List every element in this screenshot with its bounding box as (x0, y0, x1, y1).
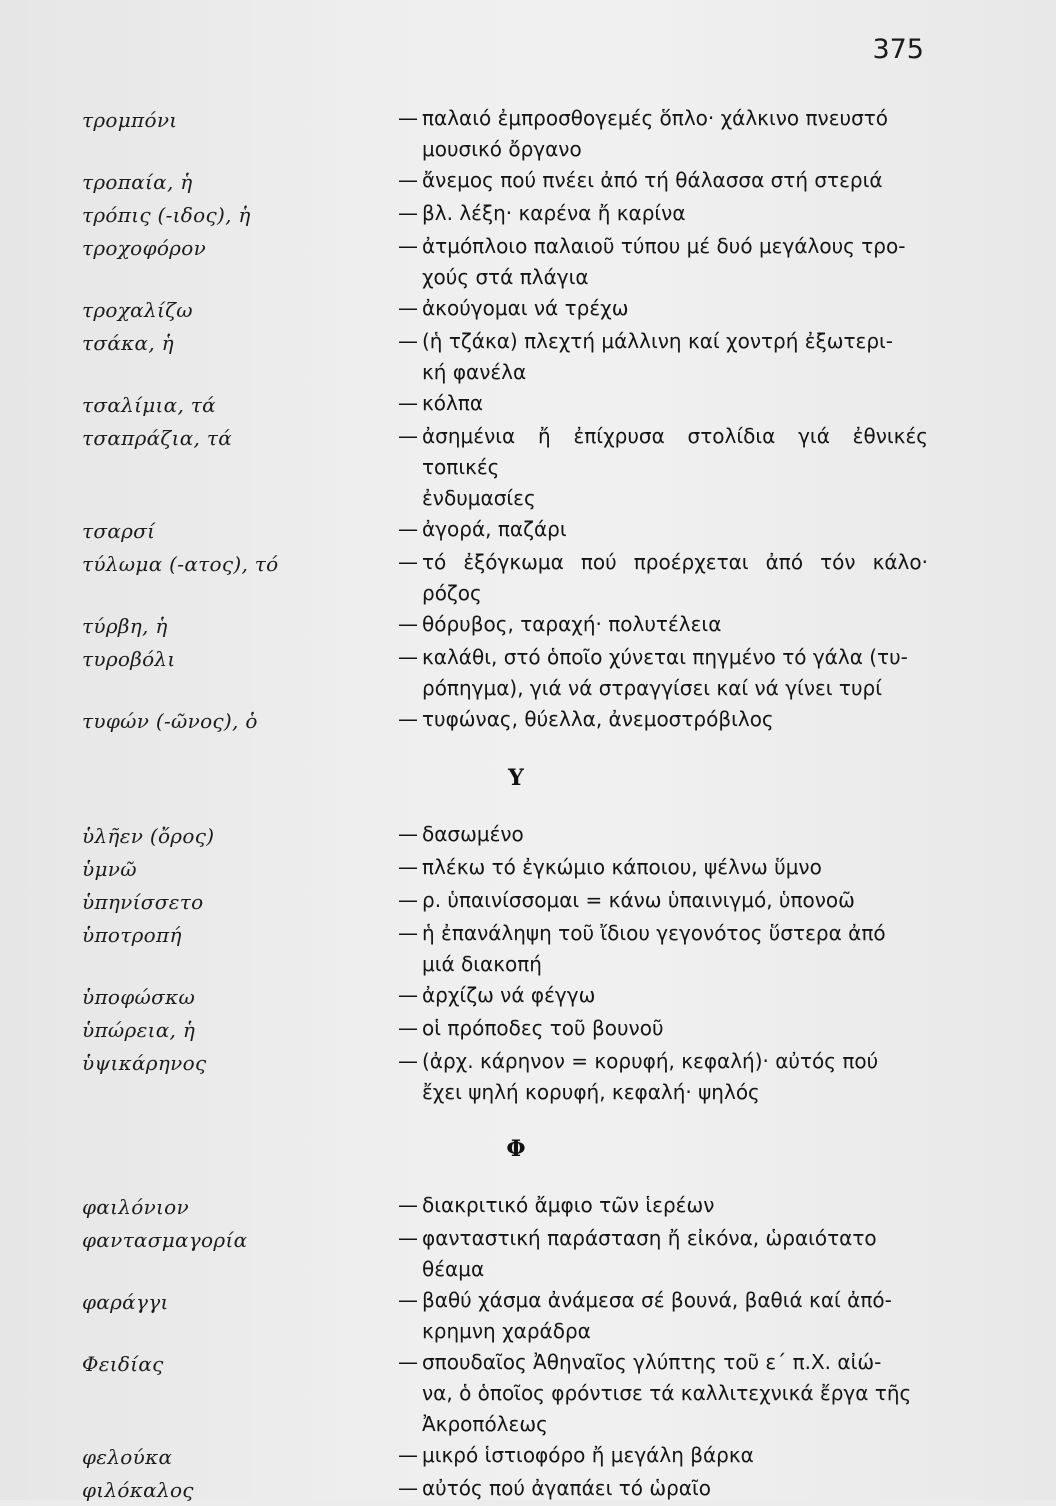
definition-line: ἀκούγομαι νά τρέχω (422, 296, 629, 320)
glossary-entry (82, 980, 928, 1013)
definition-text (422, 980, 928, 1011)
definition-text (422, 609, 928, 640)
em-dash: — (398, 1350, 418, 1374)
glossary-section (82, 763, 928, 1108)
glossary-entry (82, 231, 928, 293)
em-dash: — (398, 1049, 418, 1073)
glossary-entry (82, 642, 928, 704)
em-dash: — (398, 822, 418, 846)
entry-term: ὑλῆεν (ὄρος) (82, 824, 215, 848)
entry-term: τροπαία, ἡ (82, 170, 193, 194)
em-dash: — (398, 1016, 418, 1040)
em-dash: — (398, 1193, 418, 1217)
glossary-entry (82, 421, 928, 514)
glossary-entry (82, 819, 928, 852)
entry-definition (398, 1440, 928, 1471)
definition-text (422, 103, 928, 165)
definition-text (422, 918, 928, 980)
glossary-entry (82, 198, 928, 231)
entry-definition (398, 1473, 928, 1504)
em-dash: — (398, 983, 418, 1007)
glossary-section (82, 1134, 928, 1506)
glossary-entry (82, 918, 928, 980)
em-dash: — (398, 550, 418, 574)
definition-text (422, 231, 928, 293)
entry-definition (398, 514, 928, 545)
entry-term: τρόπις (-ιδος), ἡ (82, 203, 251, 227)
entry-term: τύλωμα (-ατος), τό (82, 552, 279, 576)
definition-line: κή φανέλα (422, 360, 527, 384)
definition-text (422, 514, 928, 545)
definition-line: ἀτμόπλοιο παλαιοῦ τύπου μέ δυό μεγάλους τρο- (422, 234, 906, 258)
definition-line: (ἡ τζάκα) πλεχτή μάλλινη καί χοντρή ἐξωτερι- (422, 329, 894, 353)
definition-line: μικρό ἱστιοφόρο ἤ μεγάλη βάρκα (422, 1443, 754, 1467)
entry-term: ὑποφώσκω (82, 985, 196, 1009)
entry-term: τροχοφόρον (82, 236, 207, 260)
entry-definition (398, 231, 928, 293)
glossary-entry (82, 1285, 928, 1347)
entry-definition (398, 547, 928, 609)
definition-text (422, 1223, 928, 1285)
glossary-entry (82, 547, 928, 609)
definition-line: ἀσημένια ἤ ἐπίχρυσα στολίδια γιά ἐθνικές τοπικές (422, 424, 928, 479)
glossary-entry (82, 1473, 928, 1506)
em-dash: — (398, 234, 418, 258)
definition-line: ἡ ἐπανάληψη τοῦ ἴδιου γεγονότος ὕστερα ἀπό (422, 921, 886, 945)
em-dash: — (398, 1226, 418, 1250)
entry-definition (398, 1190, 928, 1221)
glossary-entry (82, 852, 928, 885)
entry-definition (398, 1347, 928, 1440)
definition-line: φανταστική παράσταση ἤ εἰκόνα, ὡραιότατο (422, 1226, 877, 1250)
entry-definition (398, 704, 928, 735)
entry-term: τσαλίμια, τά (82, 393, 216, 417)
glossary-entry (82, 293, 928, 326)
glossary-entry (82, 1046, 928, 1108)
entry-term: ὑπηνίσσετο (82, 890, 204, 914)
entry-definition (398, 1046, 928, 1108)
glossary-entry (82, 885, 928, 918)
entry-definition (398, 852, 928, 883)
glossary-entry (82, 103, 928, 165)
definition-line: αὐτός πού ἀγαπάει τό ὡραῖο (422, 1476, 711, 1500)
em-dash: — (398, 1443, 418, 1467)
entry-term: ὑψικάρηνος (82, 1051, 207, 1075)
definition-line: να, ὁ ὁποῖος φρόντισε τά καλλιτεχνικά ἔργα τῆς (422, 1381, 912, 1405)
definition-line: τυφώνας, θύελλα, ἀνεμοστρόβιλος (422, 707, 774, 731)
definition-text (422, 1013, 928, 1044)
definition-line: βαθύ χάσμα ἀνάμεσα σέ βουνά, βαθιά καί ἀπό- (422, 1288, 892, 1312)
definition-line: πλέκω τό ἐγκώμιο κάποιου, ψέλνω ὕμνο (422, 855, 822, 879)
definition-line: Ἀκροπόλεως (422, 1412, 548, 1436)
entry-definition (398, 1285, 928, 1347)
em-dash: — (398, 168, 418, 192)
entry-term: ὑποτροπή (82, 923, 182, 947)
definition-line: κρημνη χαράδρα (422, 1319, 591, 1343)
em-dash: — (398, 707, 418, 731)
definition-line: ρ. ὑπαινίσσομαι = κάνω ὑπαινιγμό, ὑπονοῶ (422, 888, 855, 912)
definition-line: ἔχει ψηλή κορυφή, κεφαλή· ψηλός (422, 1080, 760, 1104)
definition-line: σπουδαῖος Ἀθηναῖος γλύπτης τοῦ ε΄ π.Χ. αἰώ- (422, 1350, 882, 1374)
glossary-entry (82, 326, 928, 388)
glossary-section (82, 103, 928, 737)
em-dash: — (398, 645, 418, 669)
em-dash: — (398, 201, 418, 225)
definition-text (422, 1473, 928, 1504)
entry-term: τσάκα, ἡ (82, 331, 174, 355)
definition-line: δασωμένο (422, 822, 524, 846)
definition-line: θέαμα (422, 1257, 485, 1281)
definition-text (422, 547, 928, 609)
em-dash: — (398, 612, 418, 636)
definition-line: ἄνεμος πού πνέει ἀπό τή θάλασσα στή στεριά (422, 168, 883, 192)
em-dash: — (398, 888, 418, 912)
em-dash: — (398, 855, 418, 879)
definition-line: βλ. λέξη· καρένα ἤ καρίνα (422, 201, 686, 225)
entry-definition (398, 165, 928, 196)
glossary-entry (82, 1223, 928, 1285)
entry-definition (398, 1013, 928, 1044)
glossary-entry (82, 609, 928, 642)
definition-line: (ἀρχ. κάρηνον = κορυφή, κεφαλή)· αὐτός πού (422, 1049, 879, 1073)
entry-term: ὑπώρεια, ἡ (82, 1018, 196, 1042)
glossary-entry (82, 165, 928, 198)
section-letter-heading: Υ (508, 765, 524, 791)
definition-text (422, 1285, 928, 1347)
definition-line: μουσικό ὄργανο (422, 137, 582, 161)
glossary-entry (82, 514, 928, 547)
entry-definition (398, 609, 928, 640)
entry-term: Φειδίας (82, 1352, 164, 1376)
definition-line: κόλπα (422, 391, 484, 415)
section-letter-heading: Φ (506, 1136, 526, 1162)
em-dash: — (398, 106, 418, 130)
glossary-entry (82, 1347, 928, 1440)
definition-text (422, 421, 928, 514)
em-dash: — (398, 296, 418, 320)
glossary-entry (82, 1440, 928, 1473)
entry-definition (398, 293, 928, 324)
em-dash: — (398, 329, 418, 353)
glossary-entry (82, 1013, 928, 1046)
definition-text (422, 1347, 928, 1440)
em-dash: — (398, 391, 418, 415)
entry-definition (398, 819, 928, 850)
glossary-entries (82, 103, 928, 1506)
entry-term: ὑμνῶ (82, 857, 137, 881)
em-dash: — (398, 1288, 418, 1312)
definition-text (422, 165, 928, 196)
definition-line: ρόπηγμα), γιά νά στραγγίσει καί νά γίνει τυρί (422, 676, 883, 700)
glossary-entry (82, 704, 928, 737)
definition-line: θόρυβος, ταραχή· πολυτέλεια (422, 612, 722, 636)
glossary-entry (82, 1190, 928, 1223)
definition-line: παλαιό ἐμπροσθογεμές ὅπλο· χάλκινο πνευστό (422, 106, 889, 130)
entry-definition (398, 642, 928, 704)
page-number: 375 (872, 34, 924, 65)
em-dash: — (398, 1476, 418, 1500)
entry-term: φελούκα (82, 1445, 173, 1469)
definition-text (422, 642, 928, 704)
definition-text (422, 388, 928, 419)
em-dash: — (398, 424, 418, 448)
entry-definition (398, 326, 928, 388)
definition-line: μιά διακοπή (422, 952, 542, 976)
entry-term: τυροβόλι (82, 647, 176, 671)
definition-text (422, 852, 928, 883)
entry-term: φαράγγι (82, 1290, 169, 1314)
definition-line: οἱ πρόποδες τοῦ βουνοῦ (422, 1016, 664, 1040)
entry-definition (398, 103, 928, 165)
entry-term: τρομπόνι (82, 108, 178, 132)
entry-definition (398, 885, 928, 916)
entry-term: τσαρσί (82, 519, 156, 543)
definition-text (422, 1190, 928, 1221)
entry-term: τύρβη, ἡ (82, 614, 168, 638)
entry-definition (398, 1223, 928, 1285)
entry-term: τυφών (-ῶνος), ὁ (82, 709, 258, 733)
definition-text (422, 293, 928, 324)
definition-text (422, 198, 928, 229)
definition-line: τό ἐξόγκωμα πού προέρχεται ἀπό τόν κάλο· ρόζος (422, 550, 928, 605)
definition-text (422, 704, 928, 735)
entry-term: φαιλόνιον (82, 1195, 189, 1219)
definition-line: χούς στά πλάγια (422, 265, 589, 289)
definition-text (422, 326, 928, 388)
entry-definition (398, 980, 928, 1011)
em-dash: — (398, 517, 418, 541)
glossary-entry (82, 388, 928, 421)
entry-definition (398, 388, 928, 419)
entry-definition (398, 918, 928, 980)
entry-term: τσαπράζια, τά (82, 426, 233, 450)
entry-term: φιλόκαλος (82, 1478, 194, 1502)
definition-text (422, 1440, 928, 1471)
definition-line: διακριτικό ἄμφιο τῶν ἱερέων (422, 1193, 715, 1217)
entry-term: τροχαλίζω (82, 298, 193, 322)
entry-definition (398, 198, 928, 229)
definition-text (422, 1046, 928, 1108)
definition-line: ἀρχίζω νά φέγγω (422, 983, 596, 1007)
em-dash: — (398, 921, 418, 945)
entry-term: φαντασμαγορία (82, 1228, 248, 1252)
definition-line: καλάθι, στό ὁποῖο χύνεται πηγμένο τό γάλα (τυ- (422, 645, 908, 669)
definition-line: ἀγορά, παζάρι (422, 517, 567, 541)
definition-text (422, 819, 928, 850)
definition-line: ἐνδυμασίες (422, 486, 536, 510)
definition-text (422, 885, 928, 916)
entry-definition (398, 421, 928, 514)
